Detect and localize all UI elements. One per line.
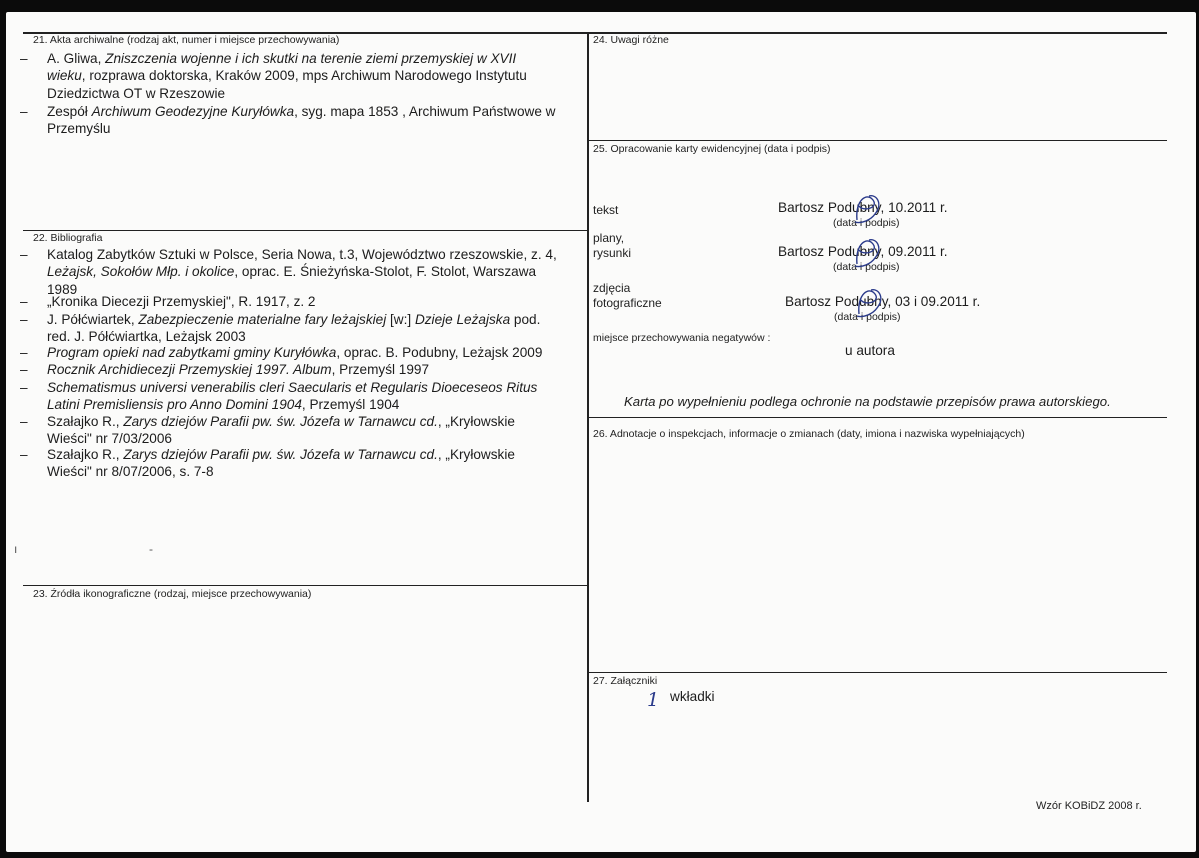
list-dash: – xyxy=(20,51,28,66)
bibliography-item-3: – J. Półćwiartek, Zabezpieczenie materialne fary leżajskiej [w:] Dzieje Leżajska pod. red. J. Półćwiartka, Leżajsk 2003 xyxy=(20,312,541,345)
list-dash: – xyxy=(20,294,28,309)
list-dash: – xyxy=(20,447,28,462)
list-dash: – xyxy=(20,414,28,429)
list-dash: – xyxy=(20,380,28,395)
section-25-header: 25. Opracowanie karty ewidencyjnej (data i podpis) xyxy=(593,143,831,155)
archive-item-1: – A. Gliwa, Zniszczenia wojenne i ich skutki na terenie ziemi przemyskiej w XVII wieku, rozprawa doktorska, Kraków 2009, mps Archiwum Narodowego Instytutu Dziedzictwa OT w Rzeszowie xyxy=(20,51,527,101)
row-caption-drawings: (data i podpis) xyxy=(833,261,900,273)
attachments-label: wkładki xyxy=(670,689,715,704)
list-dash: – xyxy=(20,104,28,119)
row-label-text: tekst xyxy=(593,203,619,217)
archive-item-2: – Zespół Archiwum Geodezyjne Kuryłówka, syg. mapa 1853 , Archiwum Państwowe w Przemyślu xyxy=(20,104,556,137)
list-dash: – xyxy=(20,247,28,262)
divider-25-26 xyxy=(587,417,1167,418)
scan-mark: ı xyxy=(14,542,18,556)
section-21-header: 21. Akta archiwalne (rodzaj akt, numer i miejsce przechowywania) xyxy=(33,34,340,46)
bibliography-item-5: – Rocznik Archidiecezji Przemyskiej 1997. Album, Przemyśl 1997 xyxy=(20,362,430,377)
document-page xyxy=(6,12,1196,852)
section-24-header: 24. Uwagi różne xyxy=(593,34,669,46)
row-label-drawings-2: rysunki xyxy=(593,246,632,260)
bibliography-item-6: – Schematismus universi venerabilis cleri Saecularis et Regularis Dioeceseos Ritus Latini Premisliensis pro Anno Domini 1904, Przemyśl 1904 xyxy=(20,380,538,413)
divider-22-23 xyxy=(23,585,587,586)
negatives-label: miejsce przechowywania negatywów : xyxy=(593,332,771,344)
list-dash: – xyxy=(20,345,28,360)
bibliography-item-2: – „Kronika Diecezji Przemyskiej", R. 1917, z. 2 xyxy=(20,294,316,309)
list-dash: – xyxy=(20,312,28,327)
divider-24-25 xyxy=(587,140,1167,141)
bibliography-item-1: – Katalog Zabytków Sztuki w Polsce, Seria Nowa, t.3, Województwo rzeszowskie, z. 4, Leżajsk, Sokołów Młp. i okolice, oprac. E. Śnieżyńska-Stolot, F. Stolot, Warszawa 1989 xyxy=(20,247,557,297)
bibliography-item-8: – Szałajko R., Zarys dziejów Parafii pw. św. Józefa w Tarnawcu cd., „Kryłowskie Wieści" nr 8/07/2006, s. 7-8 xyxy=(20,447,515,480)
scan-mark: - xyxy=(149,542,153,556)
row-label-photos-1: zdjęcia xyxy=(593,281,631,295)
bibliography-item-7: – Szałajko R., Zarys dziejów Parafii pw. św. Józefa w Tarnawcu cd., „Kryłowskie Wieści" nr 7/03/2006 xyxy=(20,414,515,447)
row-label-photos-2: fotograficzne xyxy=(593,296,662,310)
section-27-header: 27. Załączniki xyxy=(593,675,658,687)
row-label-drawings-1: plany, xyxy=(593,231,625,245)
copyright-note: Karta po wypełnieniu podlega ochronie na podstawie przepisów prawa autorskiego. xyxy=(624,394,1111,409)
form-template-footer: Wzór KOBiDZ 2008 r. xyxy=(1036,800,1142,812)
row-caption-text: (data i podpis) xyxy=(833,217,900,229)
section-22-header: 22. Bibliografia xyxy=(33,232,103,244)
section-26-header: 26. Adnotacje o inspekcjach, informacje o zmianach (daty, imiona i nazwiska wypełniających) xyxy=(593,428,1025,440)
divider-26-27 xyxy=(587,672,1167,673)
section-23-header: 23. Źródła ikonograficzne (rodzaj, miejsce przechowywania) xyxy=(33,588,312,600)
row-value-photos: Bartosz Podubny, 03 i 09.2011 r. xyxy=(785,294,981,309)
negatives-value: u autora xyxy=(845,343,895,358)
row-value-text: Bartosz Podubny, 10.2011 r. xyxy=(778,200,948,215)
row-value-drawings: Bartosz Podubny, 09.2011 r. xyxy=(778,244,948,259)
list-dash: – xyxy=(20,362,28,377)
divider-21-22 xyxy=(23,230,587,231)
row-caption-photos: (data i podpis) xyxy=(834,311,901,323)
attachments-count: 1 xyxy=(647,689,660,711)
bibliography-item-4: – Program opieki nad zabytkami gminy Kuryłówka, oprac. B. Podubny, Leżajsk 2009 xyxy=(20,345,543,360)
